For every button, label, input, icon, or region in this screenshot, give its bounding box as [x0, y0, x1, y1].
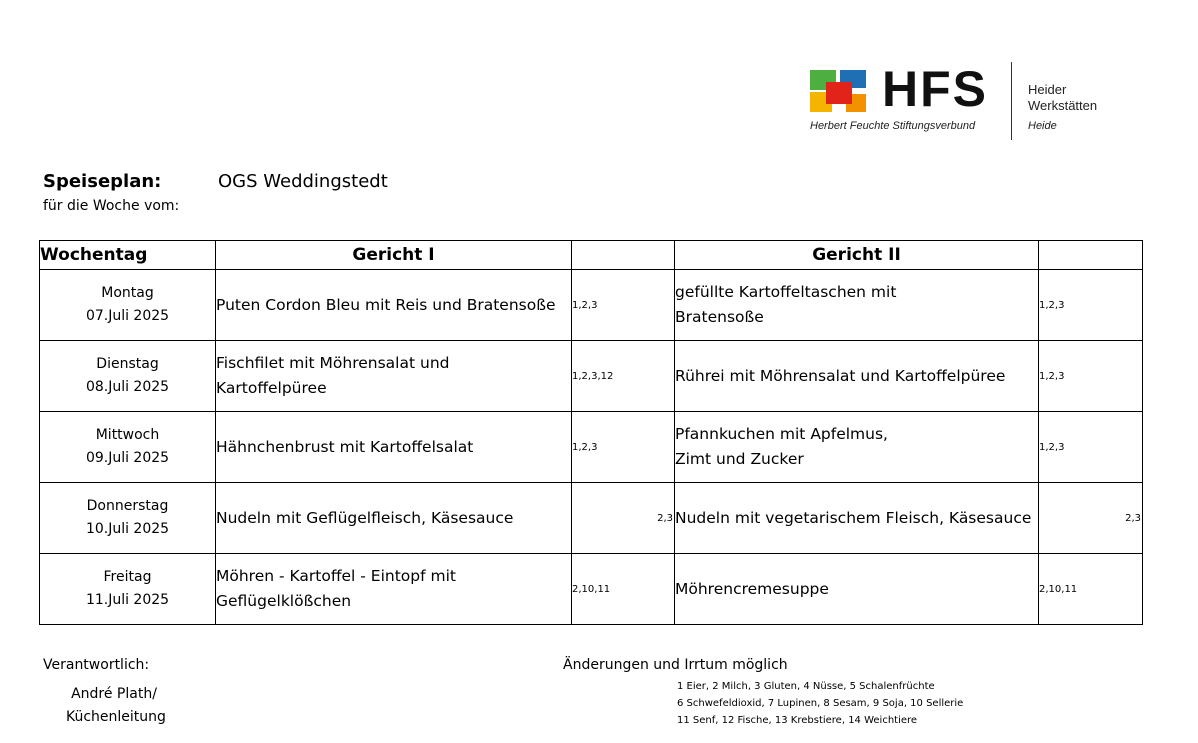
logo-subtitle: Herbert Feuchte Stiftungsverbund [810, 120, 976, 132]
dish-2-cell: Möhrencremesuppe [675, 554, 1039, 625]
weekday-cell: Mittwoch 09.Juli 2025 [40, 412, 216, 483]
weekday-cell: Montag 07.Juli 2025 [40, 270, 216, 341]
allergen-codes-2: 2,10,11 [1039, 554, 1143, 625]
dish-2-cell: Nudeln mit vegetarischem Fleisch, Käsesauce [675, 483, 1039, 554]
header-codes-2 [1039, 241, 1143, 270]
table-header-row [40, 241, 1143, 270]
allergen-codes-2: 1,2,3 [1039, 341, 1143, 412]
allergen-legend [677, 678, 963, 729]
hfs-logo [810, 62, 1130, 144]
dish-2-cell: Rührei mit Möhrensalat und Kartoffelpüree [675, 341, 1039, 412]
allergen-codes-1: 1,2,3 [572, 270, 675, 341]
allergen-codes-2: 1,2,3 [1039, 270, 1143, 341]
table-row [40, 270, 1143, 341]
dish-2-cell: gefüllte Kartoffeltaschen mit Bratensoße [675, 270, 1039, 341]
logo-divider [1011, 62, 1012, 140]
page-title: Speiseplan: [43, 171, 162, 192]
table-row [40, 341, 1143, 412]
allergen-legend-line: 1 Eier, 2 Milch, 3 Gluten, 4 Nüsse, 5 Schalenfrüchte [677, 681, 935, 692]
responsible-person: André Plath/ Küchenleitung [66, 686, 166, 725]
menu-table [39, 240, 1143, 625]
allergen-codes-1: 1,2,3 [572, 412, 675, 483]
dish-2-cell: Pfannkuchen mit Apfelmus, Zimt und Zucker [675, 412, 1039, 483]
header-codes-1 [572, 241, 675, 270]
allergen-codes-1: 1,2,3,12 [572, 341, 675, 412]
allergen-codes-2: 1,2,3 [1039, 412, 1143, 483]
header-dish-2: Gericht II [675, 241, 1039, 270]
dish-1-cell: Möhren - Kartoffel - Eintopf mit Geflügelklößchen [216, 554, 572, 625]
logo-brand: HFS [882, 61, 988, 117]
responsible-label: Verantwortlich: [43, 657, 150, 673]
header-weekday: Wochentag [40, 241, 216, 270]
weekday-cell: Donnerstag 10.Juli 2025 [40, 483, 216, 554]
logo-mark-icon [810, 70, 868, 114]
table-row [40, 483, 1143, 554]
weekday-cell: Dienstag 08.Juli 2025 [40, 341, 216, 412]
dish-1-cell: Nudeln mit Geflügelfleisch, Käsesauce [216, 483, 572, 554]
dish-1-cell: Puten Cordon Bleu mit Reis und Bratensoße [216, 270, 572, 341]
week-label: für die Woche vom: [43, 198, 180, 214]
table-row [40, 412, 1143, 483]
allergen-codes-1: 2,3 [572, 483, 675, 554]
dish-1-cell: Fischfilet mit Möhrensalat und Kartoffelpüree [216, 341, 572, 412]
header-dish-1: Gericht I [216, 241, 572, 270]
allergen-legend-line: 6 Schwefeldioxid, 7 Lupinen, 8 Sesam, 9 Soja, 10 Sellerie [677, 698, 964, 709]
dish-1-cell: Hähnchenbrust mit Kartoffelsalat [216, 412, 572, 483]
allergen-legend-line: 11 Senf, 12 Fische, 13 Krebstiere, 14 Weichtiere [677, 715, 918, 726]
allergen-codes-1: 2,10,11 [572, 554, 675, 625]
location-name: OGS Weddingstedt [218, 171, 388, 192]
logo-city: Heide [1028, 120, 1057, 132]
logo-organization: Heider Werkstätten [1028, 82, 1098, 113]
weekday-cell: Freitag 11.Juli 2025 [40, 554, 216, 625]
table-row [40, 554, 1143, 625]
allergen-codes-2: 2,3 [1039, 483, 1143, 554]
disclaimer-note: Änderungen und Irrtum möglich [563, 657, 788, 673]
